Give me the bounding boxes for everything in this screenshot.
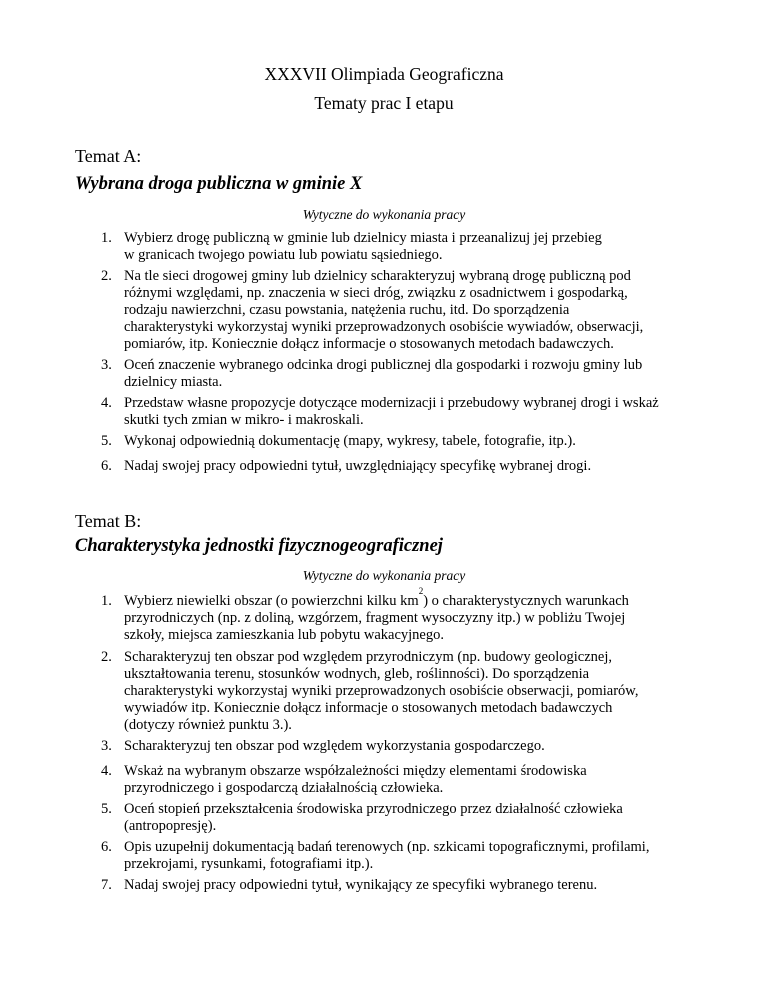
item-text: ) o charakterystycznych warunkach <box>423 593 629 609</box>
item-number: 6. <box>101 458 112 474</box>
item-number: 5. <box>101 801 112 817</box>
topic-b-label: Temat B: <box>75 511 142 531</box>
item-number: 4. <box>101 395 112 411</box>
item-line: Wykonaj odpowiednią dokumentację (mapy, wykresy, tabele, fotografie, itp.). <box>124 433 576 449</box>
item-line: przyrodniczych (np. z doliną, wzgórzem, fragment wysoczyzny itp.) w pobliżu Twojej <box>124 610 626 626</box>
item-line: skutki tych zmian w mikro- i makroskali. <box>124 412 364 428</box>
item-line: charakterystyki wykorzystaj wyniki przeprowadzonych osobiście wywiadów, obserwacji, <box>124 319 644 335</box>
item-number: 2. <box>101 649 112 665</box>
topic-a-item-4 <box>101 395 701 429</box>
item-line: w granicach twojego powiatu lub powiatu sąsiedniego. <box>124 247 443 263</box>
item-line: różnymi względami, np. znaczenia w sieci dróg, związku z osadnictwem i gospodarką, <box>124 285 628 301</box>
topic-b-item-5 <box>101 801 701 835</box>
item-number: 2. <box>101 268 112 284</box>
topic-b-title: Charakterystyka jednostki fizycznogeograficznej <box>75 536 443 556</box>
item-line: Opis uzupełnij dokumentacją badań terenowych (np. szkicami topograficznymi, profilami, <box>124 839 650 855</box>
item-line <box>101 586 701 610</box>
item-line: Wskaż na wybranym obszarze współzależności między elementami środowiska <box>124 763 587 779</box>
item-line: Na tle sieci drogowej gminy lub dzielnicy scharakteryzuj wybraną drogę publiczną pod <box>124 268 631 284</box>
topic-b-item-2 <box>101 649 701 734</box>
item-line: ukształtowania terenu, stosunków wodnych, gleb, roślinności). Do sporządzenia <box>124 666 590 682</box>
topic-a-item-3 <box>101 357 701 391</box>
item-number: 1. <box>101 230 112 246</box>
item-number: 4. <box>101 763 112 779</box>
item-line: Oceń znaczenie wybranego odcinka drogi publicznej dla gospodarki i rozwoju gminy lub <box>124 357 643 373</box>
topic-b-item-7 <box>101 877 701 894</box>
item-line: dzielnicy miasta. <box>124 374 223 390</box>
topic-a-item-1 <box>101 230 701 264</box>
item-line: wywiadów itp. Koniecznie dołącz informacje o stosowanych metodach badawczych <box>124 700 613 716</box>
topic-a-item-6 <box>101 458 701 475</box>
item-number: 5. <box>101 433 112 449</box>
item-line: przekrojami, rysunkami, fotografiami itp.). <box>124 856 374 872</box>
item-line: Nadaj swojej pracy odpowiedni tytuł, uwzględniający specyfikę wybranej drogi. <box>124 458 592 474</box>
item-number: 3. <box>101 357 112 373</box>
topic-b-item-1 <box>101 586 701 644</box>
item-number: 3. <box>101 738 112 754</box>
item-line: przyrodniczego i gospodarczą działalnością człowieka. <box>124 780 444 796</box>
document-subtitle: Tematy prac I etapu <box>314 93 454 113</box>
item-line: Przedstaw własne propozycje dotyczące modernizacji i przebudowy wybranej drogi i wskaż <box>124 395 659 411</box>
topic-a-item-5 <box>101 433 701 450</box>
superscript: 2 <box>418 586 424 597</box>
item-line: Scharakteryzuj ten obszar pod względem wykorzystania gospodarczego. <box>124 738 545 754</box>
item-line: pomiarów, itp. Koniecznie dołącz informacje o stosowanych metodach badawczych. <box>124 336 614 352</box>
item-line: (antropopresję). <box>124 818 217 834</box>
item-line: Oceń stopień przekształcenia środowiska przyrodniczego przez działalność człowieka <box>124 801 623 817</box>
item-line: Scharakteryzuj ten obszar pod względem przyrodniczym (np. budowy geologicznej, <box>124 649 613 665</box>
item-number: 1. <box>101 593 112 609</box>
item-number: 7. <box>101 877 112 893</box>
topic-b-item-4 <box>101 763 701 797</box>
item-line: szkoły, miejsca zamieszkania lub pobytu wakacyjnego. <box>124 627 444 643</box>
topic-a-label: Temat A: <box>75 146 142 166</box>
topic-b-guidelines-heading: Wytyczne do wykonania pracy <box>302 568 466 583</box>
item-line: Wybierz drogę publiczną w gminie lub dzielnicy miasta i przeanalizuj jej przebieg <box>124 230 602 246</box>
item-line: rodzaju nawierzchni, czasu powstania, natężenia ruchu, itd. Do sporządzenia <box>124 302 570 318</box>
topic-b-item-3 <box>101 738 701 755</box>
topic-a-item-2 <box>101 268 701 353</box>
item-line: Nadaj swojej pracy odpowiedni tytuł, wynikający ze specyfiki wybranego terenu. <box>124 877 598 893</box>
document-title: XXXVII Olimpiada Geograficzna <box>264 64 504 84</box>
item-line: (dotyczy również punktu 3.). <box>124 717 292 733</box>
topic-a-title: Wybrana droga publiczna w gminie X <box>75 174 363 194</box>
item-line: charakterystyki wykorzystaj wyniki przeprowadzonych osobiście obserwacji, pomiarów, <box>124 683 639 699</box>
topic-a-guidelines-heading: Wytyczne do wykonania pracy <box>302 207 466 222</box>
topic-b-item-6 <box>101 839 701 873</box>
item-number: 6. <box>101 839 112 855</box>
item-text: Wybierz niewielki obszar (o powierzchni kilku km <box>124 593 419 609</box>
